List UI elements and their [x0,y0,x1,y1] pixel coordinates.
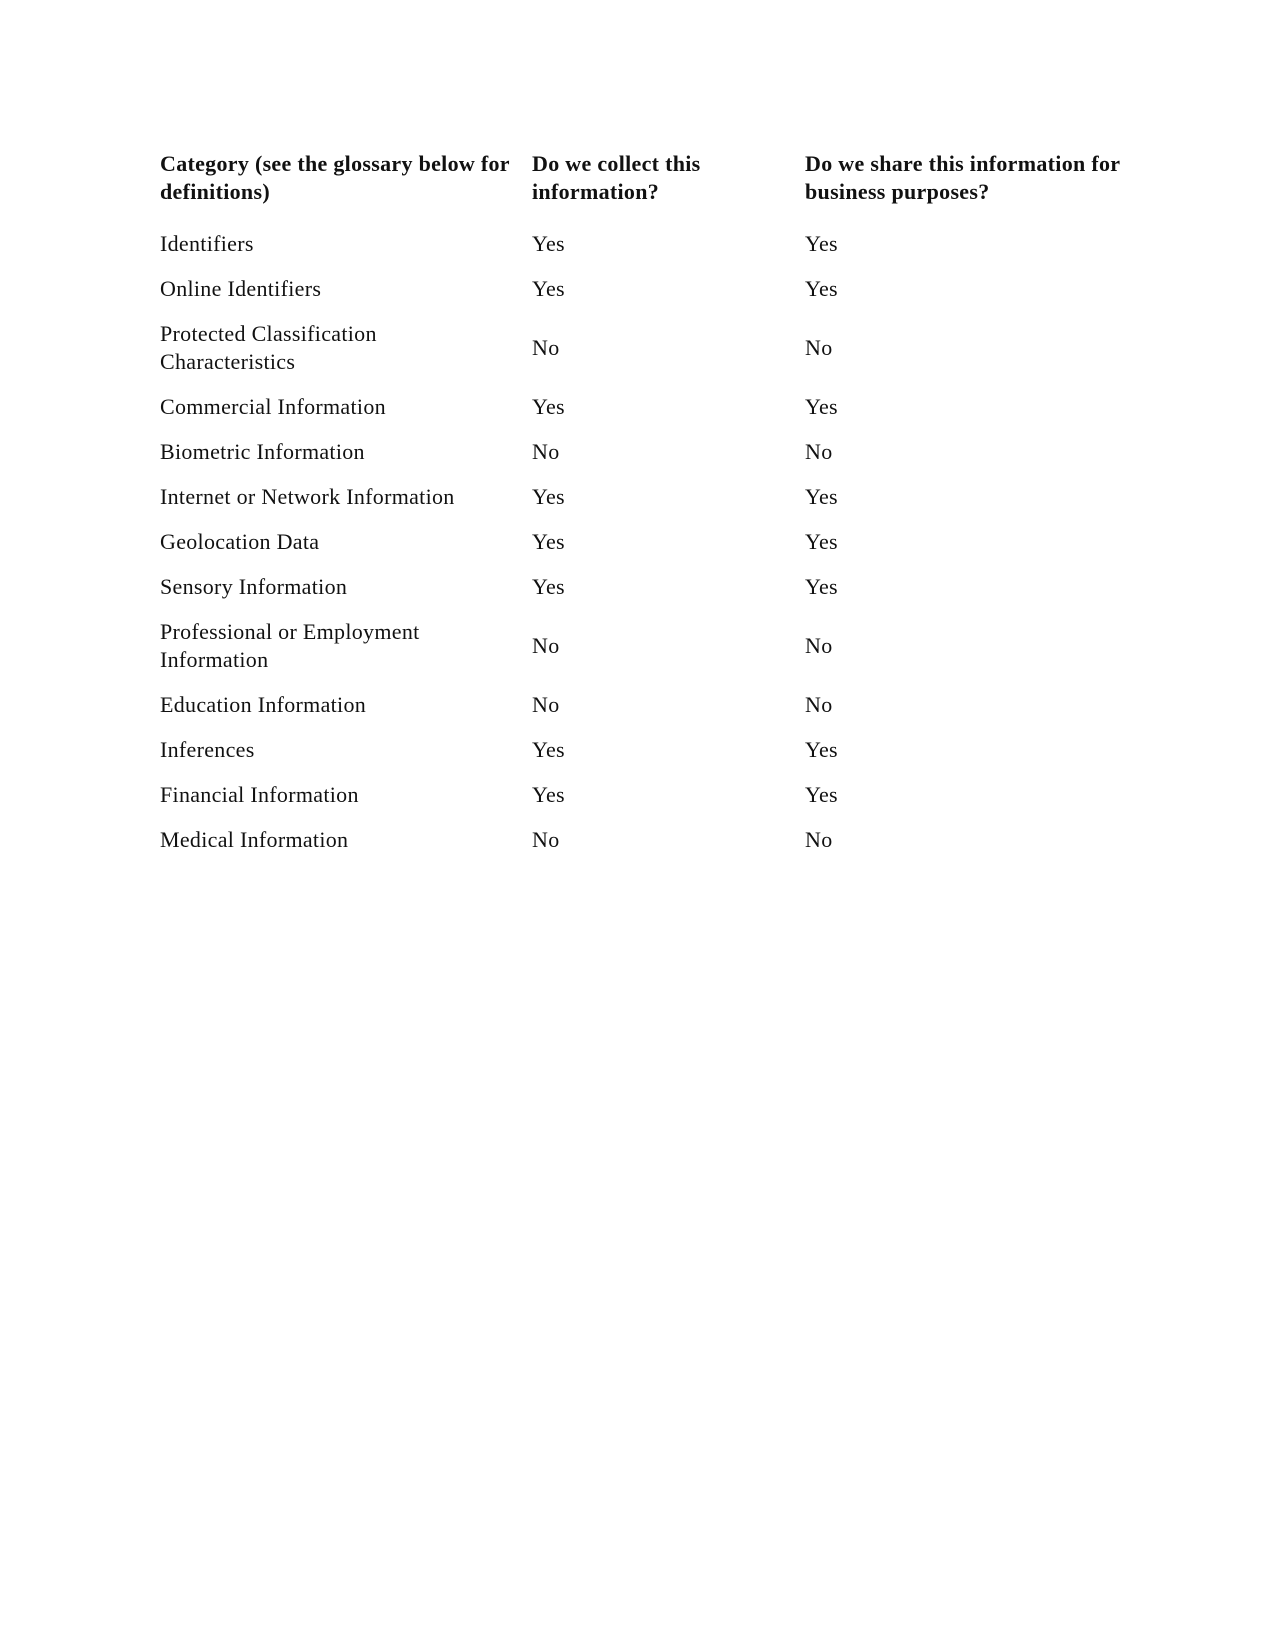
table-header [160,150,1175,222]
row-share-value: No [805,633,833,658]
row-share-value: No [805,692,833,717]
row-collect-value: No [532,335,560,360]
table-row [160,728,1175,773]
table-row [160,475,1175,520]
table-body [160,222,1175,863]
row-category: Geolocation Data [160,529,320,554]
row-share-value: Yes [805,231,838,256]
row-share-value: Yes [805,529,838,554]
table-row [160,520,1175,565]
data-collection-table [160,150,1175,863]
header-category: Category (see the glossary below for definitions) [160,151,510,204]
row-share-value: Yes [805,574,838,599]
table-row [160,683,1175,728]
row-share-value: Yes [805,276,838,301]
row-collect-value: Yes [532,737,565,762]
table-header-row [160,150,1175,222]
table-row [160,267,1175,312]
row-collect-value: Yes [532,782,565,807]
table-row [160,565,1175,610]
row-collect-value: No [532,439,560,464]
row-category: Inferences [160,737,255,762]
row-category: Commercial Information [160,394,386,419]
row-collect-value: No [532,692,560,717]
row-share-value: Yes [805,737,838,762]
table-row [160,818,1175,863]
row-category: Protected Classification Characteristics [160,321,377,374]
row-collect-value: No [532,633,560,658]
table-row [160,610,1175,683]
row-category: Biometric Information [160,439,365,464]
row-share-value: Yes [805,484,838,509]
row-share-value: Yes [805,394,838,419]
row-collect-value: No [532,827,560,852]
table-row [160,312,1175,385]
row-category: Internet or Network Information [160,484,455,509]
row-collect-value: Yes [532,394,565,419]
table-row [160,430,1175,475]
row-share-value: No [805,335,833,360]
table-row [160,222,1175,267]
row-category: Online Identifiers [160,276,322,301]
row-category: Professional or Employment Information [160,619,420,672]
row-share-value: Yes [805,782,838,807]
row-share-value: No [805,439,833,464]
row-category: Medical Information [160,827,349,852]
row-collect-value: Yes [532,574,565,599]
row-collect-value: Yes [532,231,565,256]
header-collect: Do we collect this information? [532,151,701,204]
table-row [160,385,1175,430]
row-collect-value: Yes [532,484,565,509]
row-share-value: No [805,827,833,852]
row-category: Identifiers [160,231,254,256]
table-row [160,773,1175,818]
row-category: Education Information [160,692,367,717]
header-share: Do we share this information for business purposes? [805,151,1120,204]
row-collect-value: Yes [532,276,565,301]
row-category: Financial Information [160,782,359,807]
row-collect-value: Yes [532,529,565,554]
row-category: Sensory Information [160,574,348,599]
